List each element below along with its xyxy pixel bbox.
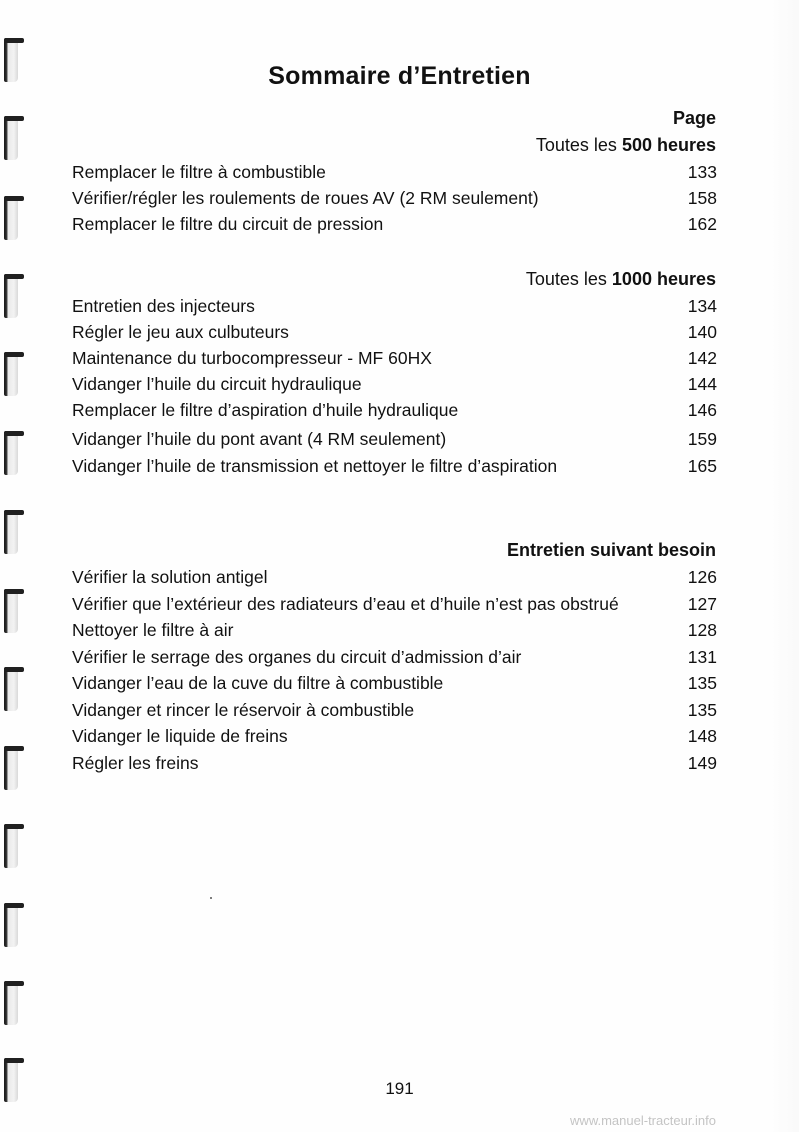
binding-ring [4,510,18,554]
list-item [72,620,717,647]
list-item [72,429,717,456]
task-label: Vérifier/régler les roulements de roues AV (2 RM seulement) [72,188,539,208]
task-page-number: 135 [687,699,717,720]
task-page-number: 135 [687,673,717,693]
task-label: Vérifier que l’extérieur des radiateurs d’eau et d’huile n’est pas obstrué [72,593,619,614]
list-item [72,700,717,727]
task-label: Vidanger et rincer le réservoir à combustible [72,699,415,720]
section-heading-bold: 1000 heures [611,269,716,289]
binding-ring [4,824,18,868]
task-page-number: 126 [687,567,717,587]
list-item [72,162,717,188]
task-label: Vérifier la solution antigel [72,567,268,587]
list-item [72,322,717,348]
list-item [72,567,717,594]
list-item [72,647,717,674]
list-item [72,753,717,780]
task-label: Régler les freins [72,752,199,773]
binding-ring [4,903,18,947]
task-page-number: 127 [687,593,717,614]
section-heading-bold: Entretien suivant besoin [506,540,716,560]
binding-ring [4,667,18,711]
binding-ring [4,746,18,790]
section-heading-as-needed [507,540,716,561]
task-page-number: 162 [687,214,717,234]
task-label: Vidanger l’huile du circuit hydraulique [72,374,362,394]
binding-ring [4,352,18,396]
task-label: Vidanger le liquide de freins [72,726,288,746]
task-label: Vidanger l’eau de la cuve du filtre à combustible [72,673,444,693]
task-page-number: 149 [687,752,717,773]
task-label: Régler le jeu aux culbuteurs [72,322,289,342]
watermark: www.manuel-tracteur.info [570,1113,716,1128]
section-heading-bold: 500 heures [621,135,716,155]
task-page-number: 133 [687,162,717,182]
section-heading-500h [536,135,716,156]
list-item [72,594,717,621]
task-label: Entretien des injecteurs [72,296,255,316]
list-item [72,214,717,240]
list-item [72,188,717,214]
list-item [72,348,717,374]
task-page-number: 142 [687,348,717,368]
binding-ring [4,274,18,318]
binding-ring [4,981,18,1025]
task-page-number: 159 [687,429,717,449]
task-page-number: 134 [687,296,717,316]
task-label: Vidanger l’huile de transmission et nettoyer le filtre d’aspiration [72,456,558,476]
task-page-number: 140 [687,322,717,342]
section-heading-prefix: Toutes les [525,269,612,289]
page-title: Sommaire d’Entretien [268,62,531,90]
task-page-number: 148 [687,726,717,746]
maintenance-list-500h [72,162,717,240]
task-label: Maintenance du turbocompresseur - MF 60HX [72,348,432,368]
binding-ring [4,431,18,475]
list-item [72,296,717,322]
binding-ring [4,116,18,160]
page-column-label: Page [672,108,716,128]
section-heading-1000h [526,269,716,290]
task-page-number: 128 [687,620,717,640]
spiral-binding [0,0,30,1132]
task-page-number: 146 [687,400,717,420]
section-heading-prefix: Toutes les [535,135,622,155]
page-number: 191 [385,1079,414,1098]
task-page-number: 165 [687,456,717,476]
print-speck [210,897,212,899]
task-page-number: 131 [687,646,717,667]
task-page-number: 158 [687,188,717,208]
list-item [72,726,717,753]
maintenance-list-as-needed [72,567,717,779]
task-page-number: 144 [687,374,717,394]
task-label: Vidanger l’huile du pont avant (4 RM seulement) [72,429,447,449]
task-label: Nettoyer le filtre à air [72,620,234,640]
task-label: Remplacer le filtre du circuit de pression [72,214,384,234]
task-label: Remplacer le filtre d’aspiration d’huile hydraulique [72,400,459,420]
list-item [72,456,717,482]
list-item [72,673,717,700]
list-item [72,400,717,429]
task-label: Vérifier le serrage des organes du circuit d’admission d’air [72,646,522,667]
task-label: Remplacer le filtre à combustible [72,162,326,182]
page-edge [769,0,799,1132]
binding-ring [4,196,18,240]
list-item [72,374,717,400]
binding-ring [4,589,18,633]
maintenance-list-1000h [72,296,717,482]
